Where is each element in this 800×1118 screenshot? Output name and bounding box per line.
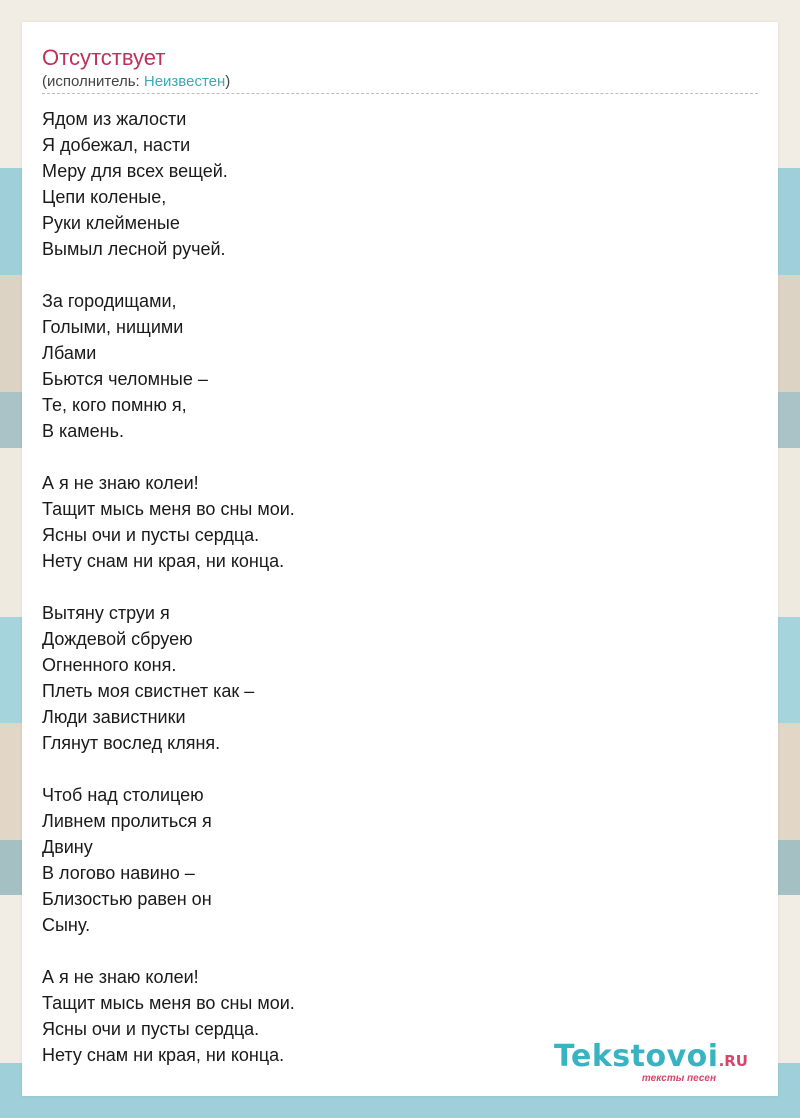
lyric-line: Двину: [42, 837, 93, 857]
lyric-line: Голыми, нищими: [42, 317, 184, 337]
performer-prefix: (исполнитель:: [42, 73, 144, 90]
song-title: Отсутствует: [42, 45, 166, 70]
logo-tagline: тексты песен: [641, 1073, 716, 1084]
lyric-line: Руки клейменые: [42, 213, 180, 233]
performer-link[interactable]: Неизвестен: [143, 73, 226, 90]
lyric-line: В логово навино –: [42, 863, 195, 883]
logo-wordmark: [554, 1041, 748, 1077]
logo-tld: .RU: [718, 1052, 748, 1070]
lyric-line: А я не знаю колеи!: [42, 967, 199, 987]
lyric-line: Огненного коня.: [42, 655, 177, 675]
lyric-line: Плеть моя свистнет как –: [42, 681, 255, 701]
lyric-line: Меру для всех вещей.: [42, 161, 228, 181]
lyric-line: Ясны очи и пусты сердца.: [42, 1019, 260, 1039]
lyric-line: Дождевой сбруею: [42, 629, 193, 649]
lyric-line: Вымыл лесной ручей.: [42, 239, 226, 259]
lyric-line: Сыну.: [42, 915, 91, 935]
lyric-line: Тащит мысь меня во сны мои.: [42, 499, 295, 519]
lyric-line: Ясны очи и пусты сердца.: [42, 525, 260, 545]
site-logo[interactable]: [554, 1041, 748, 1084]
lyric-line: Тащит мысь меня во сны мои.: [42, 993, 295, 1013]
lyrics-card: [22, 22, 778, 1096]
lyric-line: В камень.: [42, 421, 124, 441]
lyric-line: Ливнем пролиться я: [42, 811, 212, 831]
stanza-gap: [42, 574, 295, 600]
lyric-line: Вытяну струи я: [42, 603, 170, 623]
lyric-line: Нету снам ни края, ни конца.: [42, 551, 285, 571]
lyric-line: Ядом из жалости: [42, 109, 187, 129]
stanza-gap: [42, 262, 295, 288]
title-divider: [42, 93, 758, 94]
logo-name: Tekstovoi: [554, 1039, 719, 1074]
lyric-line: Близостью равен он: [42, 889, 212, 909]
lyric-line: Люди завистники: [42, 707, 186, 727]
lyric-line: А я не знаю колеи!: [42, 473, 199, 493]
lyric-line: За городищами,: [42, 291, 177, 311]
lyric-line: Бьются челомные –: [42, 369, 208, 389]
lyric-line: Я добежал, насти: [42, 135, 191, 155]
lyric-line: Чтоб над столицею: [42, 785, 204, 805]
lyric-line: Нету снам ни края, ни конца.: [42, 1045, 285, 1065]
lyric-line: Те, кого помню я,: [42, 395, 187, 415]
performer-suffix: ): [225, 73, 231, 90]
lyric-line: Цепи коленые,: [42, 187, 167, 207]
performer-line: [42, 73, 230, 91]
lyric-line: Глянут вослед кляня.: [42, 733, 221, 753]
stanza-gap: [42, 756, 295, 782]
stanza-gap: [42, 444, 295, 470]
lyric-line: Лбами: [42, 343, 97, 363]
lyrics-text: [42, 106, 295, 1068]
stanza-gap: [42, 938, 295, 964]
